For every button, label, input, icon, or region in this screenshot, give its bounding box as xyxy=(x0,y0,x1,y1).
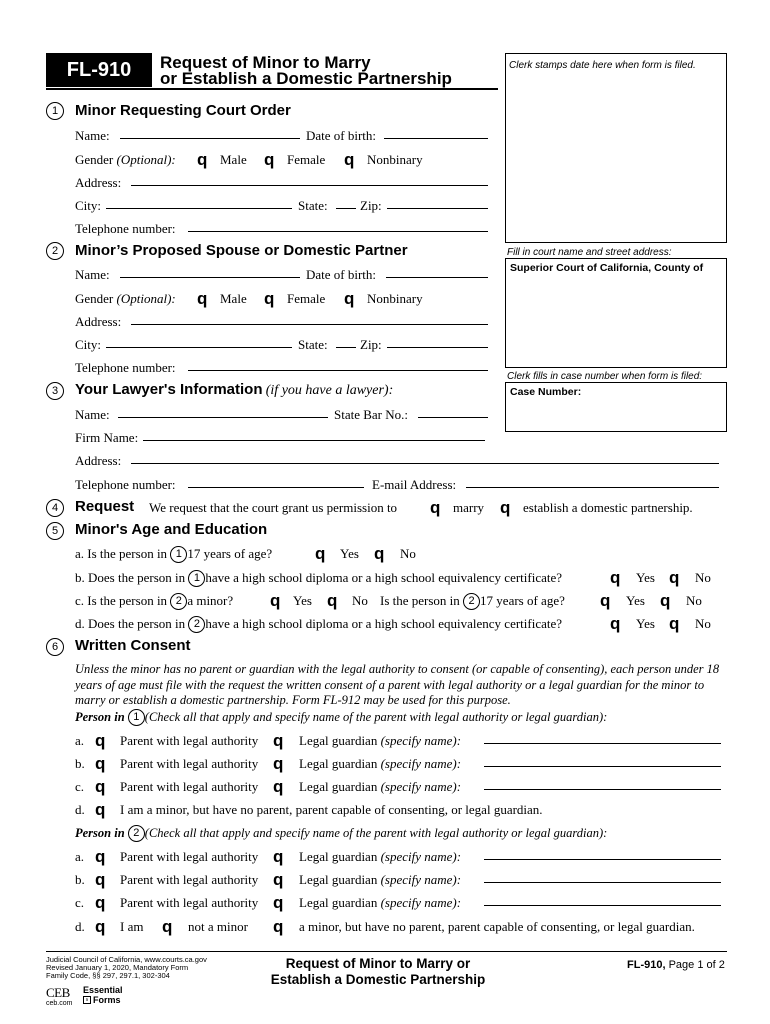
s5c-no-label: No xyxy=(352,593,368,608)
s1-dob-field[interactable] xyxy=(384,138,488,139)
p2-b-guardian-label: Legal guardian (specify name): xyxy=(299,872,462,887)
p2-b-letter: b. xyxy=(75,872,85,887)
footer-rule xyxy=(46,951,727,952)
p1-c-guardian-label: Legal guardian (specify name): xyxy=(299,779,462,794)
s5b-yes-checkbox[interactable]: q xyxy=(610,568,621,587)
clerk-stamp-note: Clerk stamps date here when form is filed. xyxy=(509,60,696,71)
court-box[interactable] xyxy=(505,258,727,368)
section-1-heading: Minor Requesting Court Order xyxy=(75,102,291,119)
p1-d-checkbox[interactable]: q xyxy=(95,800,106,819)
footer-title-line2: Establish a Domestic Partnership xyxy=(270,972,486,987)
s3-bar-label: State Bar No.: xyxy=(334,407,409,422)
s2-dob-label: Date of birth: xyxy=(306,267,377,282)
p2-d-iam-label: I am xyxy=(120,919,144,934)
s3-address-label: Address: xyxy=(75,453,122,468)
s5b-no-checkbox[interactable]: q xyxy=(669,568,680,587)
s2-zip-label: Zip: xyxy=(360,337,382,352)
ef-logo-line1: Essential xyxy=(83,985,123,995)
s1-nonbinary-label: Nonbinary xyxy=(367,152,423,167)
p1-a-letter: a. xyxy=(75,733,85,748)
s1-male-label: Male xyxy=(220,152,247,167)
s6-person1-line: Person in 1 (Check all that apply and specify name of the parent with legal authority or legal guardian): xyxy=(75,710,608,724)
s2-male-label: Male xyxy=(220,291,247,306)
section-5-number: 5 xyxy=(46,522,64,540)
s3-firm-field[interactable] xyxy=(143,440,485,441)
s2-state-label: State: xyxy=(298,337,328,352)
s1-female-checkbox[interactable]: q xyxy=(264,150,275,169)
case-note: Clerk fills in case number when form is filed: xyxy=(507,371,703,382)
s3-email-label: E-mail Address: xyxy=(372,477,457,492)
s3-phone-label: Telephone number: xyxy=(75,477,176,492)
p2-b-name-field[interactable] xyxy=(484,882,721,883)
court-label: Superior Court of California, County of xyxy=(510,262,704,274)
s5d-no-checkbox[interactable]: q xyxy=(669,614,680,633)
court-note: Fill in court name and street address: xyxy=(507,247,672,258)
s4-marry-label: marry xyxy=(453,500,485,515)
p2-d-letter: d. xyxy=(75,919,85,934)
p2-d-minor-label: a minor, but have no parent, parent capable of consenting, or legal guardian. xyxy=(299,919,695,934)
form-title-line2: or Establish a Domestic Partnership xyxy=(160,69,452,88)
ceb-logo: CEB xyxy=(46,985,70,1000)
p2-c-guardian-checkbox[interactable]: q xyxy=(273,893,284,912)
case-number-label: Case Number: xyxy=(510,386,582,398)
section-2-heading: Minor’s Proposed Spouse or Domestic Partner xyxy=(75,242,408,259)
s2-phone-field[interactable] xyxy=(188,370,488,371)
p1-a-guardian-label: Legal guardian (specify name): xyxy=(299,733,462,748)
footer-jc-line3: Family Code, §§ 297, 297.1, 302-304 xyxy=(46,971,170,980)
p1-c-parent-checkbox[interactable]: q xyxy=(95,777,106,796)
p1-b-parent-label: Parent with legal authority xyxy=(120,756,259,771)
s1-phone-field[interactable] xyxy=(188,231,488,232)
p2-d-notminor-checkbox[interactable]: q xyxy=(162,917,173,936)
s3-bar-field[interactable] xyxy=(418,417,488,418)
s3-name-label: Name: xyxy=(75,407,110,422)
s5b-yes-label: Yes xyxy=(636,570,655,585)
s2-male-checkbox[interactable]: q xyxy=(197,289,208,308)
s1-name-field[interactable] xyxy=(120,138,300,139)
s3-email-field[interactable] xyxy=(466,487,719,488)
s4-marry-checkbox[interactable]: q xyxy=(430,498,441,517)
p2-b-parent-label: Parent with legal authority xyxy=(120,872,259,887)
section-6-number: 6 xyxy=(46,638,64,656)
s2-zip-field[interactable] xyxy=(387,347,488,348)
s3-address-field[interactable] xyxy=(131,463,719,464)
p2-a-letter: a. xyxy=(75,849,85,864)
p2-c-parent-label: Parent with legal authority xyxy=(120,895,259,910)
p1-a-parent-label: Parent with legal authority xyxy=(120,733,259,748)
form-title-line1: Request of Minor to Marry xyxy=(160,53,371,72)
s4-partner-label: establish a domestic partnership. xyxy=(523,500,693,515)
ef-logo-mark: s xyxy=(83,996,91,1004)
s2-address-label: Address: xyxy=(75,314,122,329)
s1-male-checkbox[interactable]: q xyxy=(197,150,208,169)
footer-page: FL-910, Page 1 of 2 xyxy=(627,959,725,971)
s1-city-field[interactable] xyxy=(106,208,292,209)
s5-question-c2: Is the person in 2 17 years of age? xyxy=(380,593,565,608)
p1-b-name-field[interactable] xyxy=(484,766,721,767)
s2-nonbinary-label: Nonbinary xyxy=(367,291,423,306)
s2-address-field[interactable] xyxy=(131,324,488,325)
s5a-yes-label: Yes xyxy=(340,546,359,561)
s3-firm-label: Firm Name: xyxy=(75,430,139,445)
s5c-no-checkbox[interactable]: q xyxy=(327,591,338,610)
ceb-site: ceb.com xyxy=(46,1000,73,1007)
s5c-yes-label: Yes xyxy=(293,593,312,608)
s5c2-no-label: No xyxy=(686,593,702,608)
p1-c-letter: c. xyxy=(75,779,85,794)
s3-phone-field[interactable] xyxy=(188,487,364,488)
p2-a-parent-label: Parent with legal authority xyxy=(120,849,259,864)
footer-title-line1: Request of Minor to Marry or xyxy=(285,956,471,971)
s5c2-yes-label: Yes xyxy=(626,593,645,608)
s1-name-label: Name: xyxy=(75,128,110,143)
p2-a-guardian-checkbox[interactable]: q xyxy=(273,847,284,866)
s5-question-a: a. Is the person in 1 17 years of age? xyxy=(75,546,273,561)
s1-city-label: City: xyxy=(75,198,102,213)
p1-b-parent-checkbox[interactable]: q xyxy=(95,754,106,773)
p2-d-minor-checkbox[interactable]: q xyxy=(273,917,284,936)
p2-b-parent-checkbox[interactable]: q xyxy=(95,870,106,889)
s1-address-field[interactable] xyxy=(131,185,488,186)
s1-state-field[interactable] xyxy=(336,208,356,209)
section-1-number: 1 xyxy=(46,102,64,120)
section-3-number: 3 xyxy=(46,382,64,400)
s2-dob-field[interactable] xyxy=(386,277,488,278)
s2-state-field[interactable] xyxy=(336,347,356,348)
p1-c-parent-label: Parent with legal authority xyxy=(120,779,259,794)
s2-gender-label: Gender (Optional): xyxy=(75,291,176,306)
s2-name-field[interactable] xyxy=(120,277,300,278)
section-3-heading: Your Lawyer's Information (if you have a lawyer): xyxy=(75,381,394,398)
p2-c-name-field[interactable] xyxy=(484,905,721,906)
footer-jc-line1: Judicial Council of California, www.courts.ca.gov xyxy=(46,955,207,964)
p1-c-guardian-checkbox[interactable]: q xyxy=(273,777,284,796)
p2-b-guardian-checkbox[interactable]: q xyxy=(273,870,284,889)
p2-c-letter: c. xyxy=(75,895,85,910)
s1-nonbinary-checkbox[interactable]: q xyxy=(344,150,355,169)
s2-nonbinary-checkbox[interactable]: q xyxy=(344,289,355,308)
s2-phone-label: Telephone number: xyxy=(75,360,176,375)
p1-a-name-field[interactable] xyxy=(484,743,721,744)
s5c2-no-checkbox[interactable]: q xyxy=(660,591,671,610)
s3-name-field[interactable] xyxy=(118,417,328,418)
s5a-no-checkbox[interactable]: q xyxy=(374,544,385,563)
section-4-heading: Request xyxy=(75,498,135,515)
s5a-no-label: No xyxy=(400,546,416,561)
s1-phone-label: Telephone number: xyxy=(75,221,176,236)
p2-d-notminor-label: not a minor xyxy=(188,919,248,934)
p2-d-iam-checkbox[interactable]: q xyxy=(95,917,106,936)
p1-b-guardian-checkbox[interactable]: q xyxy=(273,754,284,773)
s2-city-field[interactable] xyxy=(106,347,292,348)
section-4-number: 4 xyxy=(46,499,64,517)
p2-a-parent-checkbox[interactable]: q xyxy=(95,847,106,866)
s4-request-text: We request that the court grant us permission to xyxy=(149,500,398,515)
s1-state-label: State: xyxy=(298,198,328,213)
s5d-no-label: No xyxy=(695,616,711,631)
p1-c-name-field[interactable] xyxy=(484,789,721,790)
p1-b-letter: b. xyxy=(75,756,85,771)
s1-address-label: Address: xyxy=(75,175,122,190)
s2-female-checkbox[interactable]: q xyxy=(264,289,275,308)
p2-c-guardian-label: Legal guardian (specify name): xyxy=(299,895,462,910)
section-2-number: 2 xyxy=(46,242,64,260)
p1-b-guardian-label: Legal guardian (specify name): xyxy=(299,756,462,771)
s1-gender-label: Gender (Optional): xyxy=(75,152,176,167)
s4-partner-checkbox[interactable]: q xyxy=(500,498,511,517)
s5d-yes-label: Yes xyxy=(636,616,655,631)
section-5-heading: Minor's Age and Education xyxy=(75,521,268,538)
form-code: FL-910 xyxy=(46,53,152,87)
p2-c-parent-checkbox[interactable]: q xyxy=(95,893,106,912)
s1-female-label: Female xyxy=(287,152,326,167)
ef-logo-line2: Forms xyxy=(93,995,121,1005)
s5-question-c: c. Is the person in 2 a minor? xyxy=(75,593,234,608)
s5d-yes-checkbox[interactable]: q xyxy=(610,614,621,633)
s5-question-d: d. Does the person in 2 have a high school diploma or a high school equivalency certificate? xyxy=(75,616,563,631)
footer-jc-line2: Revised January 1, 2020, Mandatory Form xyxy=(46,963,189,972)
s1-dob-label: Date of birth: xyxy=(306,128,377,143)
p1-d-label: I am a minor, but have no parent, parent capable of consenting, or legal guardian. xyxy=(120,802,543,817)
s2-female-label: Female xyxy=(287,291,326,306)
p2-a-guardian-label: Legal guardian (specify name): xyxy=(299,849,462,864)
s5-question-b: b. Does the person in 1 have a high school diploma or a high school equivalency certificate? xyxy=(75,570,563,585)
p2-a-name-field[interactable] xyxy=(484,859,721,860)
p1-a-parent-checkbox[interactable]: q xyxy=(95,731,106,750)
section-6-heading: Written Consent xyxy=(75,637,191,654)
p1-a-guardian-checkbox[interactable]: q xyxy=(273,731,284,750)
s5c2-yes-checkbox[interactable]: q xyxy=(600,591,611,610)
s5a-yes-checkbox[interactable]: q xyxy=(315,544,326,563)
header-rule xyxy=(46,88,498,90)
s2-name-label: Name: xyxy=(75,267,110,282)
clerk-stamp-box[interactable] xyxy=(505,53,727,243)
p1-d-letter: d. xyxy=(75,802,85,817)
s5b-no-label: No xyxy=(695,570,711,585)
s6-person2-line: Person in 2 (Check all that apply and specify name of the parent with legal authority or legal guardian): xyxy=(75,826,608,840)
s1-zip-field[interactable] xyxy=(387,208,488,209)
s5c-yes-checkbox[interactable]: q xyxy=(270,591,281,610)
s2-city-label: City: xyxy=(75,337,102,352)
s6-instructions: Unless the minor has no parent or guardian with the legal authority to consent (or capable of consenting), each person under 18 years of age must file with the request the written consent of a parent with legal authority or a legal guardian for the minor to marry or establish a domestic partnership. Form FL-912 may be used for this purpose. xyxy=(75,662,720,707)
s1-zip-label: Zip: xyxy=(360,198,382,213)
